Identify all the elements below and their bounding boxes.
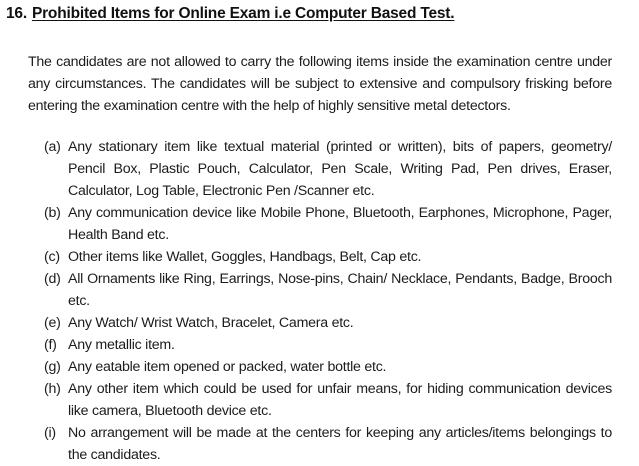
item-text: Other items like Wallet, Goggles, Handbags, Belt, Cap etc.: [68, 249, 422, 265]
list-item-a: [44, 136, 612, 202]
item-text: Any metallic item.: [68, 337, 175, 353]
item-label: (f): [44, 337, 57, 353]
list-item-d: [44, 268, 612, 312]
item-label: (g): [44, 359, 61, 375]
item-text: Any communication device like Mobile Phone, Bluetooth, Earphones, Microphone, Pager, Health Band etc.: [68, 205, 612, 243]
item-label: (b): [44, 205, 61, 221]
section-number: 16.: [6, 5, 27, 22]
item-text: Any eatable item opened or packed, water bottle etc.: [68, 359, 387, 375]
item-label: (h): [44, 381, 61, 397]
intro-paragraph: The candidates are not allowed to carry the following items inside the examination centre under any circumstances. The candidates will be subject to extensive and compulsory frisking before entering the examination centre with the help of highly sensitive metal detectors.: [28, 54, 612, 114]
item-text: All Ornaments like Ring, Earrings, Nose-pins, Chain/ Necklace, Pendants, Badge, Brooch etc.: [68, 271, 612, 309]
item-label: (i): [44, 425, 56, 441]
list-item-f: [44, 334, 612, 356]
list-item-h: [44, 378, 612, 422]
list-item-c: [44, 246, 612, 268]
list-item-b: [44, 202, 612, 246]
item-text: No arrangement will be made at the centers for keeping any articles/items belongings to the candidates.: [68, 425, 612, 463]
section-heading: [6, 5, 454, 23]
item-text: Any other item which could be used for unfair means, for hiding communication devices like camera, Bluetooth device etc.: [68, 381, 612, 419]
list-item-e: [44, 312, 612, 334]
prohibited-items-list: [44, 136, 612, 466]
item-text: Any Watch/ Wrist Watch, Bracelet, Camera etc.: [68, 315, 354, 331]
item-label: (c): [44, 249, 60, 265]
item-text: Any stationary item like textual material (printed or written), bits of papers, geometry/ Pencil Box, Plastic Pouch, Calculator, Pen Scale, Writing Pad, Pen drives, Eraser, Calculator, Log Table, Electronic Pen /Scanner etc.: [68, 139, 612, 199]
section-title: Prohibited Items for Online Exam i.e Computer Based Test.: [31, 5, 455, 22]
item-label: (e): [44, 315, 61, 331]
item-label: (d): [44, 271, 61, 287]
list-item-i: [44, 422, 612, 466]
list-item-g: [44, 356, 612, 378]
item-label: (a): [44, 139, 61, 155]
